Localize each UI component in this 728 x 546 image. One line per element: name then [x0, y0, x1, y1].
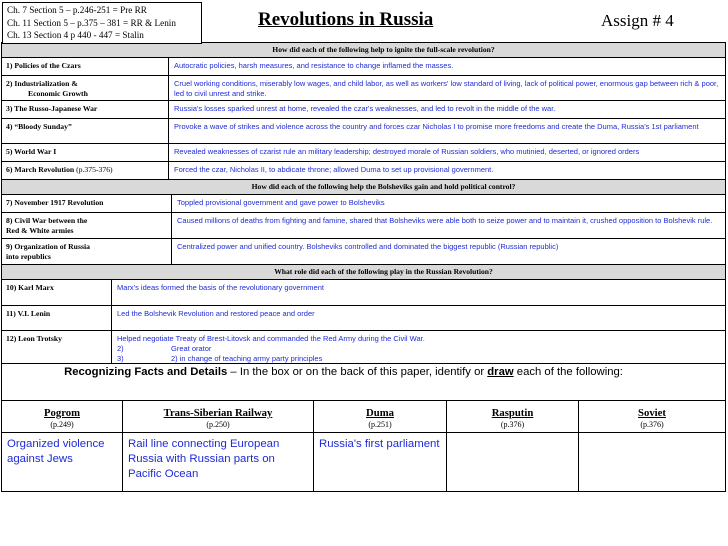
assignment-number: Assign # 4 [601, 11, 674, 30]
term-column [314, 401, 447, 491]
term-answer: Organized violence against Jews [7, 438, 105, 465]
term-column [123, 401, 314, 491]
term-answer: Russia's first parliament [319, 438, 440, 450]
table-row [1, 280, 726, 306]
row-answer: Russia's losses sparked unrest at home, revealed the czar's weaknesses, and led to revolt in the middle of the war. [174, 104, 556, 113]
term-column [447, 401, 579, 491]
row-label: 1) Policies of the Czars [2, 58, 169, 75]
row-answer: Provoke a wave of strikes and violence across the country and forces czar Nicholas I to promise more freedoms and create the Duma, Russia's 1st parliament [174, 122, 699, 131]
table-row [1, 144, 726, 162]
term-page: (p.250) [206, 420, 230, 429]
term-answer: Rail line connecting European Russia with Russian parts on Pacific Ocean [128, 438, 280, 480]
table-row [1, 239, 726, 265]
row-label: 2) Industrialization & Economic Growth [2, 76, 169, 100]
row-label: 10) Karl Marx [2, 280, 112, 305]
term-column [579, 401, 725, 491]
row-answer: Caused millions of deaths from fighting and famine, shared that Bolsheviks were able both to seize power and to maintain it, crushed opposition to Bolshevik rule. [177, 216, 713, 225]
term-page: (p.249) [50, 420, 74, 429]
table-row [1, 101, 726, 119]
row-label: 6) March Revolution (p.375-376) [2, 162, 169, 179]
term-name: Rasputin [491, 407, 534, 419]
table-row [1, 331, 726, 364]
table-row [1, 213, 726, 239]
reference-box [2, 2, 202, 44]
term-name: Duma [366, 407, 394, 419]
reference-line: Ch. 11 Section 5 – p.375 – 381 = RR & Lenin [7, 17, 176, 28]
row-label: 12) Leon Trotsky [2, 331, 112, 363]
row-answer: Forced the czar, Nicholas II, to abdicate throne; allowed Duma to set up provisional government. [174, 165, 494, 174]
row-label: 8) Civil War between the Red & White armies [2, 213, 172, 238]
table-row [1, 58, 726, 76]
page-title: Revolutions in Russia [258, 9, 434, 30]
row-label: 3) The Russo-Japanese War [2, 101, 169, 118]
term-page: (p.251) [368, 420, 392, 429]
row-label: 4) “Bloody Sunday” [2, 119, 169, 143]
row-answer: Cruel working conditions, miserably low wages, and child labor, as well as workers' low standard of living, lack of political power, enormous gap between rich & poor, led to civil unrest and strike. [174, 79, 719, 98]
term-page: (p.376) [500, 420, 525, 429]
table-row [1, 306, 726, 331]
list-item: 3) 2) in change of teaching army party principles [117, 354, 323, 363]
row-label: 5) World War I [2, 144, 169, 161]
term-answer [447, 433, 578, 491]
row-label: 7) November 1917 Revolution [2, 195, 172, 212]
section-question: What role did each of the following play in the Russian Revolution? [1, 265, 726, 280]
row-answer: Marx's ideas formed the basis of the revolutionary government [117, 283, 324, 292]
row-answer: Autocratic policies, harsh measures, and resistance to change inflamed the masses. [174, 61, 454, 70]
term-name: Trans-Siberian Railway [163, 407, 273, 419]
list-item: 2) Great orator [117, 344, 212, 353]
terms-table [1, 401, 726, 492]
instructions: Recognizing Facts and Details – In the box or on the back of this paper, identify or draw each of the following: [1, 364, 726, 401]
table-row [1, 119, 726, 144]
row-answer: Centralized power and unified country. Bolsheviks controlled and dominated the biggest republic (Russian republic) [177, 242, 559, 251]
row-answer: Revealed weaknesses of czarist rule an military leadership; destroyed morale of Russian soldiers, who mutinied, deserted, or ignored orders [174, 147, 640, 156]
term-page: (p.376) [640, 420, 664, 429]
section-question: How did each of the following help to ignite the full-scale revolution? [1, 43, 726, 58]
row-answer: Helped negotiate Treaty of Brest-Litovsk and commanded the Red Army during the Civil War. 2) Great orator 3) 2) in change of teaching army party principles [112, 331, 725, 363]
table-row [1, 195, 726, 213]
reference-line: Ch. 13 Section 4 p 440 - 447 = Stalin [7, 30, 144, 40]
section-question: How did each of the following help the Bolsheviks gain and hold political control? [1, 180, 726, 195]
term-name: Soviet [638, 407, 666, 419]
term-column [2, 401, 123, 491]
table-row [1, 76, 726, 101]
term-name: Pogrom [43, 407, 80, 419]
table-row [1, 162, 726, 180]
term-answer [579, 433, 725, 491]
row-label: 11) V.I. Lenin [2, 306, 112, 330]
reference-line: Ch. 7 Section 5 – p.246-251 = Pre RR [7, 5, 147, 15]
worksheet-table [1, 42, 726, 492]
row-answer: Toppled provisional government and gave power to Bolsheviks [177, 198, 385, 207]
row-answer: Led the Bolshevik Revolution and restored peace and order [117, 309, 315, 318]
row-label: 9) Organization of Russia into republics [2, 239, 172, 264]
